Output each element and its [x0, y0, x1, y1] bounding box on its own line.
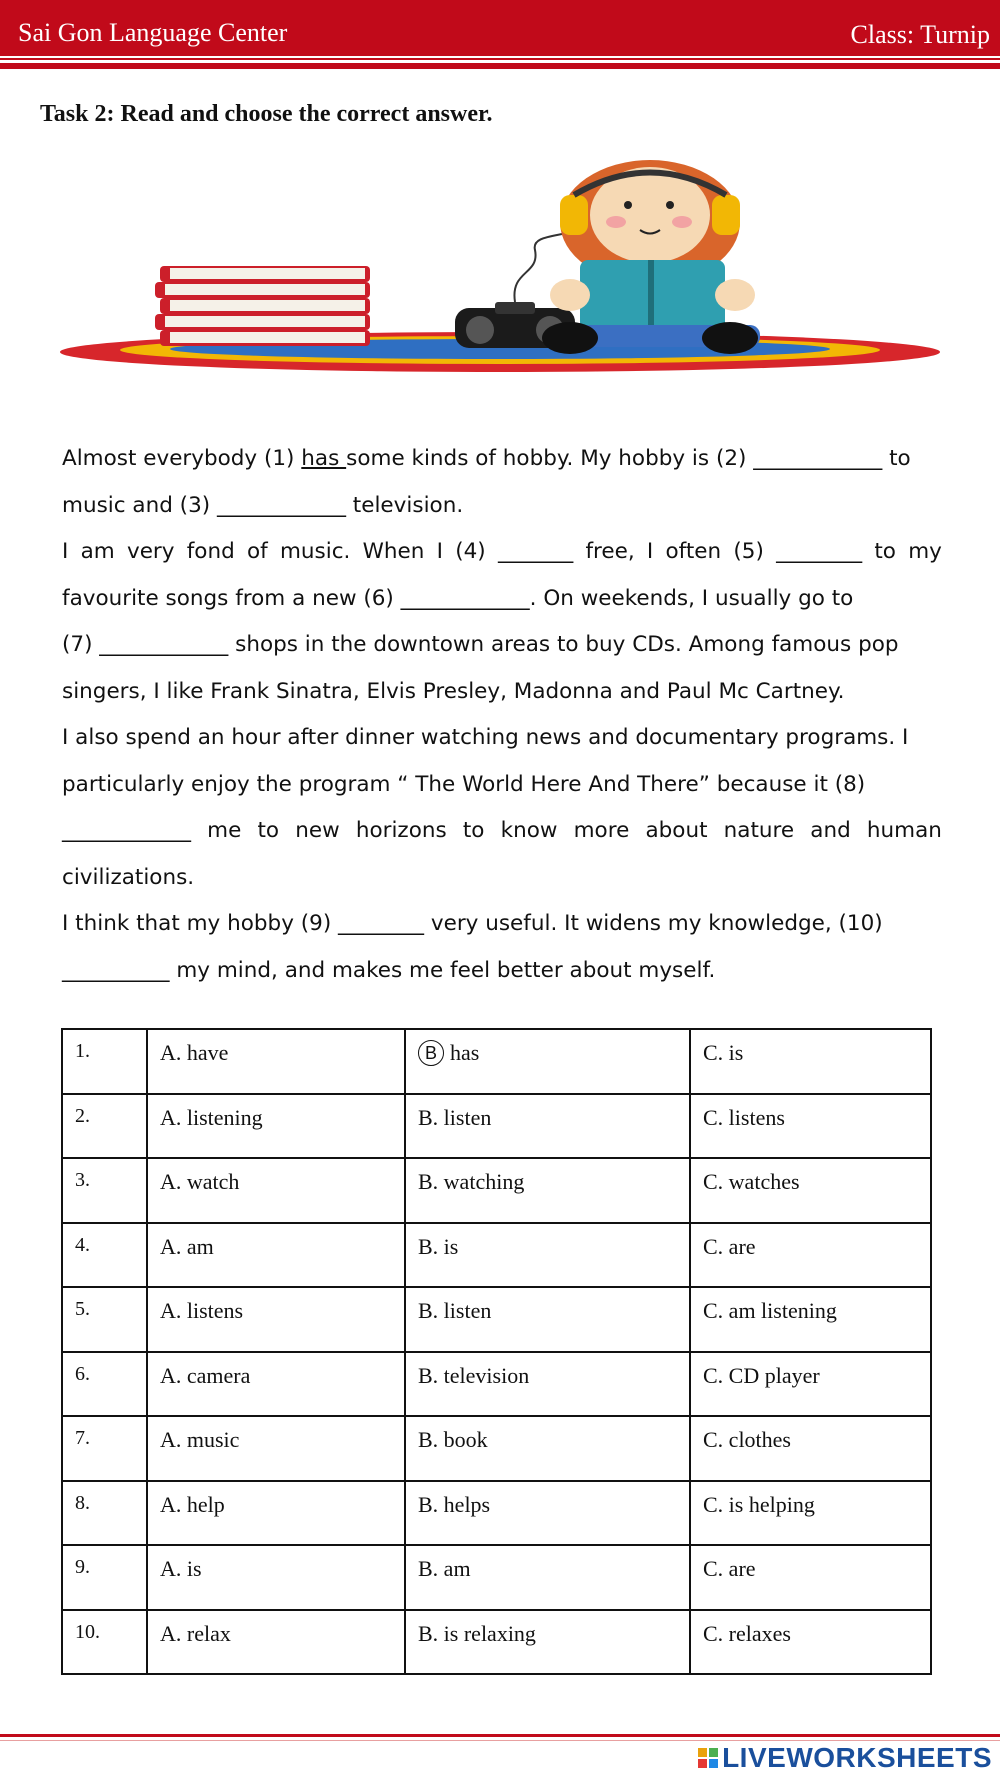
- option-c[interactable]: [690, 1287, 931, 1352]
- option-c[interactable]: [690, 1352, 931, 1417]
- footer-divider: [0, 1734, 1000, 1737]
- option-b[interactable]: [405, 1029, 690, 1094]
- option-row: [62, 1610, 931, 1675]
- option-row: [62, 1223, 931, 1288]
- passage-line-9: ____________ me to new horizons to know more about nature and human: [62, 818, 942, 843]
- num-text: 8.: [75, 1491, 90, 1514]
- option-c[interactable]: [690, 1481, 931, 1546]
- passage-line-8: particularly enjoy the program “ The World Here And There” because it (8): [62, 771, 866, 797]
- option-c[interactable]: [690, 1029, 931, 1094]
- option-row: [62, 1094, 931, 1159]
- option-a[interactable]: [147, 1416, 405, 1481]
- passage-line-6: singers, I like Frank Sinatra, Elvis Presley, Madonna and Paul Mc Cartney.: [62, 678, 845, 704]
- option-row: [62, 1545, 931, 1610]
- num-text: 3.: [75, 1169, 90, 1191]
- option-c-text: C. CD player: [703, 1362, 820, 1388]
- option-a[interactable]: [147, 1094, 405, 1159]
- option-a[interactable]: [147, 1029, 405, 1094]
- option-c-text: C. is: [703, 1040, 744, 1065]
- option-b-text: B. am: [418, 1556, 471, 1581]
- option-c[interactable]: [690, 1094, 931, 1159]
- option-b[interactable]: [405, 1610, 690, 1675]
- num-text: 5.: [75, 1298, 90, 1320]
- selected-answer-circle: B: [418, 1040, 444, 1066]
- sample-answer: has: [301, 446, 347, 471]
- option-c[interactable]: [690, 1545, 931, 1610]
- num: [62, 1352, 147, 1417]
- passage-line-3: I am very fond of music. When I (4) _______ free, I often (5) ________ to my: [62, 539, 942, 564]
- option-b-text: B. listen: [418, 1104, 492, 1130]
- option-a[interactable]: [147, 1287, 405, 1352]
- option-c[interactable]: [690, 1416, 931, 1481]
- num-text: 7.: [75, 1427, 90, 1449]
- option-b-text: B. listen: [418, 1298, 492, 1323]
- option-a-text: A. relax: [160, 1620, 231, 1646]
- option-a-text: A. help: [160, 1491, 225, 1517]
- option-b-text: B. helps: [418, 1491, 491, 1517]
- answer-options-table: [61, 1028, 932, 1675]
- option-c-text: C. watches: [703, 1169, 800, 1194]
- option-b-text: B. is relaxing: [418, 1620, 536, 1646]
- num: [62, 1610, 147, 1675]
- num: [62, 1545, 147, 1610]
- brand-name: LIVEWORKSHEETS: [722, 1742, 992, 1773]
- option-a-text: A. camera: [160, 1362, 251, 1388]
- num-text: 4.: [75, 1233, 90, 1256]
- option-b[interactable]: [405, 1094, 690, 1159]
- option-row: [62, 1029, 931, 1094]
- option-a-text: A. listening: [160, 1104, 263, 1130]
- option-a-text: A. watch: [160, 1169, 240, 1194]
- passage-line-4: favourite songs from a new (6) ____________. On weekends, I usually go to: [62, 585, 854, 611]
- option-a[interactable]: [147, 1223, 405, 1288]
- num-text: 2.: [75, 1104, 90, 1127]
- task-title: Task 2: Read and choose the correct answer.: [40, 101, 493, 127]
- girl-listening-music-illustration: [60, 160, 940, 425]
- passage-line-7: I also spend an hour after dinner watching news and documentary programs. I: [62, 725, 909, 750]
- num-text: 9.: [75, 1556, 90, 1578]
- liveworksheets-logo-icon: [698, 1748, 718, 1768]
- option-row: [62, 1287, 931, 1352]
- num: [62, 1416, 147, 1481]
- option-row: [62, 1416, 931, 1481]
- option-b-text: has: [450, 1040, 480, 1065]
- option-c-text: C. listens: [703, 1104, 785, 1130]
- option-c-text: C. are: [703, 1233, 756, 1259]
- option-row: [62, 1158, 931, 1223]
- option-c-text: C. relaxes: [703, 1620, 791, 1646]
- option-a-text: A. am: [160, 1233, 214, 1259]
- page-header: [0, 0, 1000, 56]
- passage-line-1: Almost everybody (1) has some kinds of hobby. My hobby is (2) ____________ to: [62, 446, 911, 471]
- num: [62, 1481, 147, 1546]
- option-c[interactable]: [690, 1158, 931, 1223]
- num: [62, 1094, 147, 1159]
- option-c[interactable]: [690, 1610, 931, 1675]
- num-text: 10.: [75, 1620, 100, 1643]
- option-c-text: C. is helping: [703, 1491, 815, 1517]
- option-b-text: B. book: [418, 1427, 488, 1452]
- option-b[interactable]: [405, 1545, 690, 1610]
- header-divider-thick: [0, 63, 1000, 69]
- option-a-text: A. music: [160, 1427, 240, 1452]
- option-b[interactable]: [405, 1416, 690, 1481]
- option-c-text: C. clothes: [703, 1427, 791, 1452]
- option-b[interactable]: [405, 1158, 690, 1223]
- option-b-text: B. is: [418, 1233, 459, 1259]
- option-row: [62, 1481, 931, 1546]
- option-c-text: C. am listening: [703, 1298, 837, 1323]
- option-a-text: A. have: [160, 1040, 229, 1065]
- header-divider: [0, 58, 1000, 60]
- option-a[interactable]: [147, 1481, 405, 1546]
- option-b[interactable]: [405, 1287, 690, 1352]
- option-a[interactable]: [147, 1545, 405, 1610]
- reading-passage: [62, 446, 942, 1004]
- num-text: 1.: [75, 1040, 90, 1062]
- option-b-text: B. television: [418, 1362, 530, 1388]
- class-label: Class: Turnip: [850, 20, 990, 49]
- option-c[interactable]: [690, 1223, 931, 1288]
- option-b[interactable]: [405, 1481, 690, 1546]
- option-c-text: C. are: [703, 1556, 756, 1581]
- option-b[interactable]: [405, 1352, 690, 1417]
- option-a[interactable]: [147, 1610, 405, 1675]
- girl-icon: [542, 160, 760, 354]
- passage-line-5: (7) ____________ shops in the downtown areas to buy CDs. Among famous pop: [62, 632, 899, 657]
- passage-line-10: civilizations.: [62, 864, 195, 890]
- option-a-text: A. is: [160, 1556, 202, 1581]
- option-a-text: A. listens: [160, 1298, 244, 1323]
- option-row: [62, 1352, 931, 1417]
- footer-divider-thin: [0, 1740, 1000, 1741]
- num: [62, 1287, 147, 1352]
- passage-line-11: I think that my hobby (9) ________ very useful. It widens my knowledge, (10): [62, 911, 883, 936]
- option-a[interactable]: [147, 1352, 405, 1417]
- passage-line-12: __________ my mind, and makes me feel better about myself.: [62, 957, 716, 983]
- school-name: Sai Gon Language Center: [18, 18, 288, 47]
- passage-line-2: music and (3) ____________ television.: [62, 492, 464, 518]
- option-a[interactable]: [147, 1158, 405, 1223]
- num: [62, 1223, 147, 1288]
- num: [62, 1029, 147, 1094]
- option-b[interactable]: [405, 1223, 690, 1288]
- liveworksheets-logo: [698, 1742, 992, 1774]
- num: [62, 1158, 147, 1223]
- option-b-text: B. watching: [418, 1169, 525, 1194]
- books-stack-icon: [155, 266, 370, 346]
- num-text: 6.: [75, 1362, 90, 1385]
